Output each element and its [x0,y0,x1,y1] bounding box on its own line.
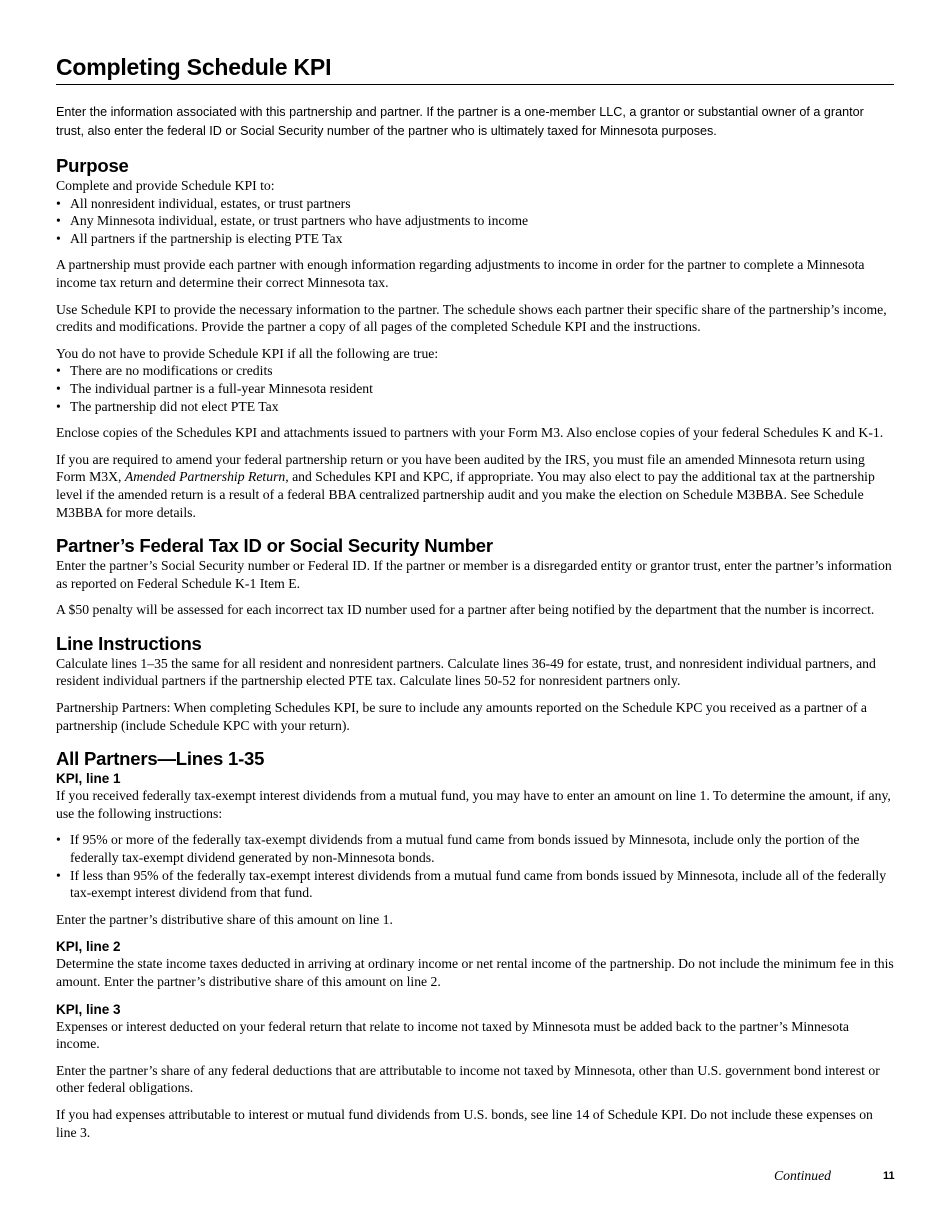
line1-paragraph-2: Enter the partner’s distributive share of this amount on line 1. [56,911,393,927]
list-item: • There are no modifications or credits [56,362,894,380]
list-item: • All nonresident individual, estates, or trust partners [56,195,894,213]
purpose-bullet-list [56,195,894,248]
form-title-emphasis: Amended Partnership Return [124,469,286,485]
subheading-kpi-line-1: KPI, line 1 [56,771,121,787]
purpose-p4-part-b: , and Schedules KPI and KPC, if appropriate. You may also elect to pay the additional tax at the partnership level if the amended return is a result of a federal BBA centralized partnership audit and you make the election on Schedule M3BBA. See Schedule M3BBA for more details. [56,469,875,520]
purpose-bullet-list-2 [56,362,894,415]
subheading-kpi-line-2: KPI, line 2 [56,939,121,955]
list-item: • If 95% or more of the federally tax-exempt dividends from a mutual fund came from bonds issued by Minnesota, include only the portion of the federally tax-exempt dividend generated by non-Minnesota bonds. [56,831,894,866]
list-item: • The partnership did not elect PTE Tax [56,398,894,416]
line-instructions-paragraph-1: Calculate lines 1–35 the same for all resident and nonresident partners. Calculate lines 36-49 for estate, trust, and nonresident individual partners, and resident individual partners if the partnership elected PTE tax. Calculate lines 50-52 for nonresident partners only. [56,655,876,689]
line3-paragraph-3: If you had expenses attributable to interest or mutual fund dividends from U.S. bonds, see line 14 of Schedule KPI. Do not include these expenses on line 3. [56,1106,873,1140]
list-item: • The individual partner is a full-year Minnesota resident [56,380,894,398]
taxid-paragraph-1: Enter the partner’s Social Security number or Federal ID. If the partner or member is a disregarded entity or grantor trust, enter the partner’s information as reported on Federal Schedule K-1 Item E. [56,558,892,591]
list-item: • If less than 95% of the federally tax-exempt interest dividends from a mutual fund came from bonds issued by Minnesota, include all of the federally tax-exempt interest dividend from that fund. [56,867,894,902]
purpose-paragraph-2: Use Schedule KPI to provide the necessary information to the partner. The schedule shows each partner their specific share of the partnership’s income, credits and modifications. Provide the partner a copy of all pages of the completed Schedule KPI and the instructions. [56,301,887,335]
section-heading-all-partners: All Partners—Lines 1-35 [56,748,265,770]
purpose-lead-2: You do not have to provide Schedule KPI if all the following are true: [56,345,439,361]
purpose-paragraph-3: Enclose copies of the Schedules KPI and attachments issued to partners with your Form M3. Also enclose copies of your federal Schedules K and K-1. [56,425,884,441]
line3-paragraph-2: Enter the partner’s share of any federal deductions that are attributable to income not taxed by Minnesota, other than U.S. government bond interest or other federal obligations. [56,1062,880,1096]
document-page [56,54,894,1141]
purpose-paragraph-1: A partnership must provide each partner with enough information regarding adjustments to income in order for the partner to complete a Minnesota income tax return and determine their correct Minnesota tax. [56,257,865,290]
line1-paragraph-1: If you received federally tax-exempt interest dividends from a mutual fund, you may have to enter an amount on line 1. To determine the amount, if any, use the following instructions: [56,788,891,821]
purpose-lead: Complete and provide Schedule KPI to: [56,178,275,193]
section-line-instructions [56,633,894,734]
page-number: 11 [883,1170,895,1182]
subheading-kpi-line-3: KPI, line 3 [56,1001,121,1017]
purpose-paragraph-4 [56,451,894,521]
section-heading-line-instructions: Line Instructions [56,632,202,654]
section-all-partners [56,748,894,1141]
line3-paragraph-1: Expenses or interest deducted on your federal return that relate to income not taxed by Minnesota must be added back to the partner’s Minnesota income. [56,1018,849,1052]
line-instructions-paragraph-2: Partnership Partners: When completing Schedules KPI, be sure to include any amounts reported on the Schedule KPC you received as a partner of a partnership (include Schedule KPC with your return). [56,700,867,733]
list-item: • Any Minnesota individual, estate, or trust partners who have adjustments to income [56,212,894,230]
section-tax-id [56,535,894,619]
line2-paragraph-1: Determine the state income taxes deducted in arriving at ordinary income or net rental income of the partnership. Do not include the minimum fee in this amount. Enter the partner’s distributive share of this amount on line 2. [56,956,894,989]
list-item: • All partners if the partnership is electing PTE Tax [56,230,894,248]
taxid-paragraph-2: A $50 penalty will be assessed for each incorrect tax ID number used for a partner after being notified by the department that the number is incorrect. [56,602,875,618]
section-heading-tax-id: Partner’s Federal Tax ID or Social Security Number [56,535,493,557]
continued-label: Continued [774,1168,832,1183]
line1-bullet-list [56,831,894,901]
section-purpose [56,155,894,521]
intro-paragraph: Enter the information associated with this partnership and partner. If the partner is a one-member LLC, a grantor or substantial owner of a grantor trust, also enter the federal ID or Social Security number of the partner who is ultimately taxed for Minnesota purposes. [56,105,864,138]
page-title: Completing Schedule KPI [56,54,894,85]
purpose-p4-part-a: If you are required to amend your federal partnership return or you have been audited by the IRS, you must file an amended Minnesota return using Form M3X, [56,451,865,485]
section-heading-purpose: Purpose [56,155,129,176]
